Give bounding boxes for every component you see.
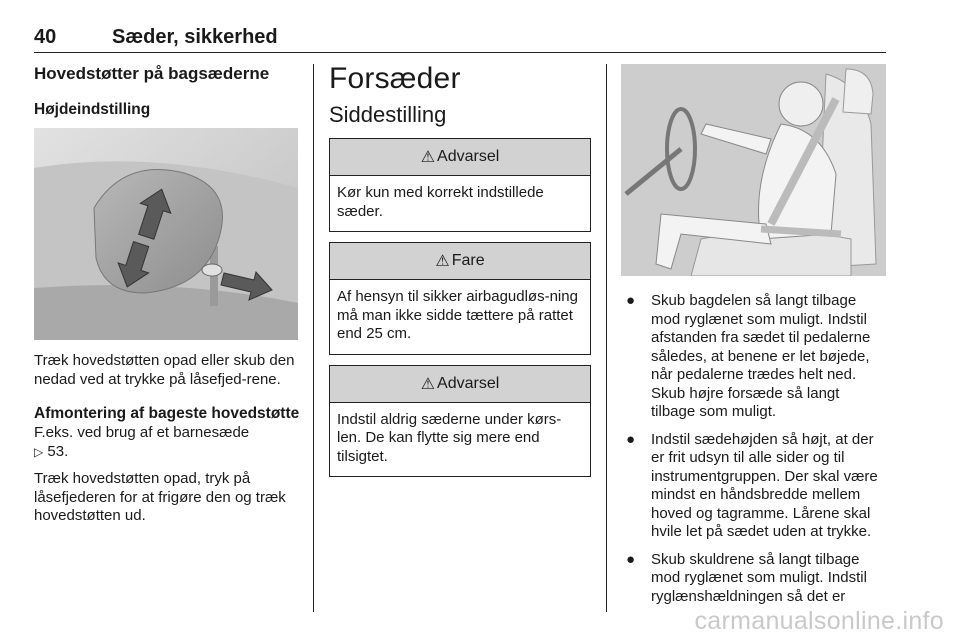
warning-box-header — [330, 366, 590, 403]
right-column — [621, 292, 886, 615]
bullet-dot-icon: ● — [626, 430, 636, 448]
paragraph-push-pull: Træk hovedstøtten opad eller skub den nedad ved at trykke på låsefjed-rene. — [34, 352, 295, 388]
seat-adjustment-list — [621, 292, 886, 606]
left-column — [34, 62, 300, 119]
watermark: carmanualsonline.info — [694, 607, 944, 635]
warning-box-2 — [329, 365, 591, 478]
list-item — [621, 551, 886, 607]
subsection-seat-position: Siddestilling — [329, 102, 447, 127]
heading-remove-rear-headrest: Afmontering af bageste hovedstøtte — [34, 405, 300, 422]
list-item-text: Skub skuldrene så langt tilbage mod ryglænet som muligt. Indstil ryglænshældningen så det er — [651, 550, 867, 605]
warning-triangle-icon: ⚠ — [435, 253, 450, 270]
section-title-front-seats: Forsæder — [329, 62, 461, 95]
reference-arrow-icon: ▷ — [34, 444, 44, 459]
bullet-dot-icon: ● — [626, 292, 636, 309]
warning-triangle-icon: ⚠ — [420, 375, 436, 393]
middle-column — [329, 62, 591, 477]
driver-drawing — [621, 64, 886, 276]
paragraph-removal-steps: Træk hovedstøtten opad, tryk på låsefjederen for at frigøre den og træk hovedstøtten ud. — [34, 470, 286, 524]
subheading-height-adjustment: Højdeindstilling — [34, 101, 151, 118]
seating-position-illustration — [621, 64, 886, 276]
page-title: Sæder, sikkerhed — [112, 26, 278, 48]
column-divider-left — [313, 64, 314, 612]
list-item — [621, 431, 886, 542]
reference-line — [34, 443, 300, 462]
section-heading-rear-headrests: Hovedstøtter på bagsæderne — [34, 64, 270, 83]
warning-label: Advarsel — [437, 148, 500, 165]
column-divider-right — [606, 64, 607, 612]
warning-triangle-icon: ⚠ — [420, 149, 436, 166]
headrest-illustration — [34, 128, 298, 340]
warning-box-text: Indstil aldrig sæderne under kørs-len. De kan flytte sig mere end tilsigtet. — [337, 410, 562, 465]
headrest-drawing — [34, 128, 298, 340]
danger-box-header — [330, 243, 590, 280]
page-header — [34, 26, 886, 53]
list-item — [621, 292, 886, 422]
warning-box-header — [330, 139, 590, 176]
warning-box-1 — [329, 138, 591, 232]
warning-label: Advarsel — [437, 374, 500, 392]
list-item-text: Indstil sædehøjden så højt, at der er frit udsyn til alle sider og til instrumentgruppen. Der skal være mindst en håndsbredde mellem hoved og tagramme. Lårene skal hvile let på sædet uden at trykke. — [651, 430, 878, 540]
warning-box-text: Kør kun med korrekt indstillede sæder. — [337, 184, 544, 220]
left-column-text — [34, 352, 300, 526]
danger-box — [329, 242, 591, 355]
paragraph-child-seat: F.eks. ved brug af et barnesæde — [34, 424, 250, 441]
danger-label: Fare — [451, 252, 485, 269]
reference-page[interactable]: 53. — [47, 442, 69, 460]
list-item-text: Skub bagdelen så langt tilbage mod ryglænet som muligt. Indstil afstanden fra sædet til pedalerne således, at benene er let bøjede, når pedalerne trædes helt ned. Skub højre forsæde så langt tilbage som muligt. — [651, 292, 871, 420]
danger-box-text: Af hensyn til sikker airbagudløs-ning må man ikke sidde tættere på rattet end 25 cm. — [337, 288, 578, 342]
bullet-dot-icon: ● — [626, 550, 636, 568]
page-number: 40 — [34, 26, 57, 48]
